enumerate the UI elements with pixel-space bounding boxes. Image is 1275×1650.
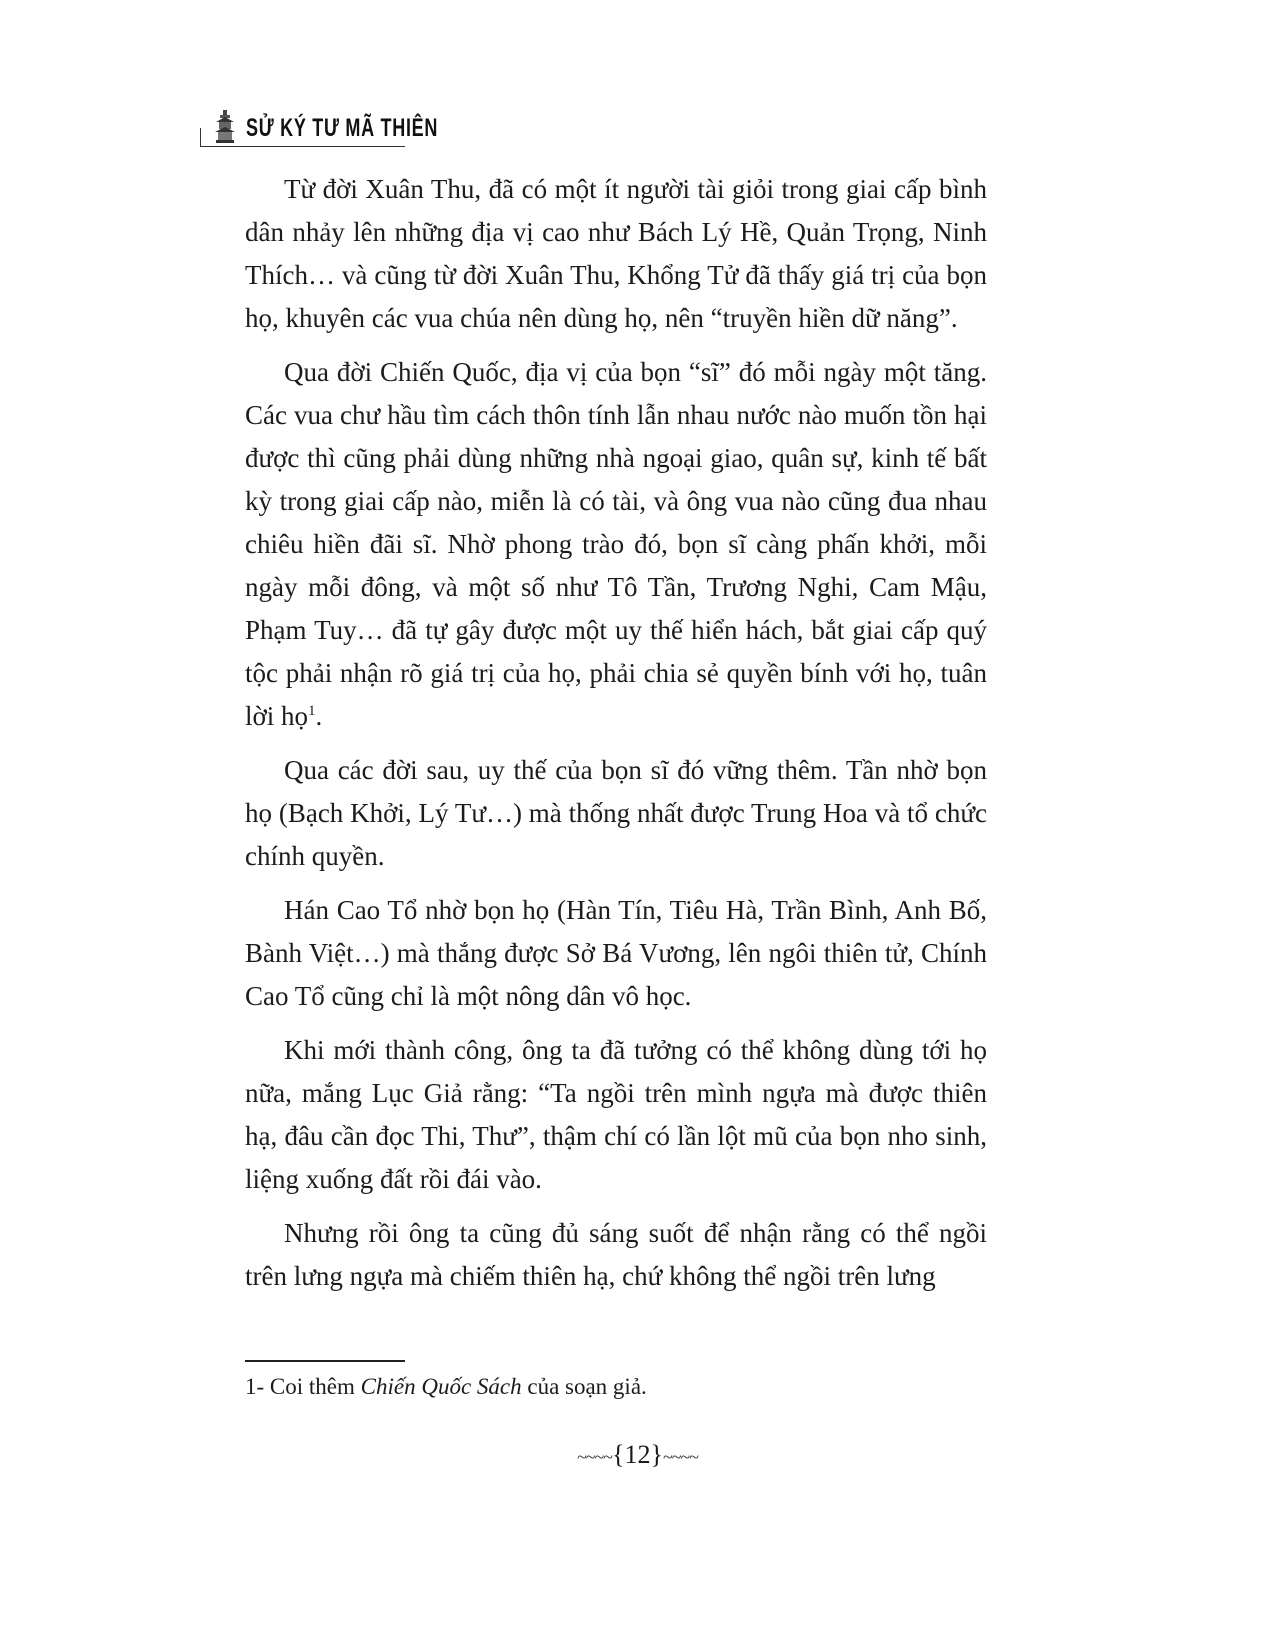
paragraph-5: Khi mới thành công, ông ta đã tưởng có thể không dùng tới họ nữa, mắng Lục Giả rằng: “Ta ngồi trên mình ngựa mà được thiên hạ, đâu cần đọc Thi, Thư”, thậm chí có lần lột mũ của bọn nho sinh, liệng xuống đất rồi đái vào. [245, 1035, 987, 1194]
page-number-left-ornament: ~~~~ [577, 1447, 613, 1467]
page-number-close-brace: } [650, 1440, 663, 1469]
paragraph-4: Hán Cao Tổ nhờ bọn họ (Hàn Tín, Tiêu Hà, Trần Bình, Anh Bố, Bành Việt…) mà thắng được Sở Bá Vương, lên ngôi thiên tử, Chính Cao Tổ cũng chỉ là một nông dân vô học. [245, 895, 987, 1011]
running-header [200, 108, 450, 152]
page-number [0, 1440, 1275, 1470]
paragraph-2-tail: . [315, 701, 323, 731]
body-text [245, 168, 987, 1309]
paragraph-3: Qua các đời sau, uy thế của bọn sĩ đó vững thêm. Tần nhờ bọn họ (Bạch Khởi, Lý Tư…) mà thống nhất được Trung Hoa và tổ chức chính quyền. [245, 755, 987, 871]
footnote-divider [245, 1360, 405, 1362]
page-number-open-brace: { [612, 1440, 625, 1469]
footnote-book-title: Chiến Quốc Sách [360, 1374, 522, 1399]
header-rule [200, 146, 405, 147]
temple-ornament-icon [214, 110, 236, 144]
header-rule-tick [200, 128, 201, 146]
footnote [245, 1372, 647, 1402]
page-number-right-ornament: ~~~~ [662, 1447, 698, 1467]
paragraph-6: Nhưng rồi ông ta cũng đủ sáng suốt để nhận rằng có thể ngồi trên lưng ngựa mà chiếm thiên hạ, chứ không thể ngồi trên lưng [245, 1218, 987, 1291]
footnote-suffix: của soạn giả. [521, 1374, 647, 1399]
page-number-value: 12 [624, 1440, 651, 1469]
paragraph-2 [245, 351, 987, 738]
footnote-reference: 1 [308, 703, 316, 719]
running-header-title: SỬ KÝ TƯ MÃ THIÊN [246, 114, 439, 142]
paragraph-1: Từ đời Xuân Thu, đã có một ít người tài giỏi trong giai cấp bình dân nhảy lên những địa vị cao như Bách Lý Hề, Quản Trọng, Ninh Thích… và cũng từ đời Xuân Thu, Khổng Tử đã thấy giá trị của bọn họ, khuyên các vua chúa nên dùng họ, nên “truyền hiền dữ năng”. [245, 174, 987, 333]
footnote-prefix: 1- Coi thêm [245, 1374, 361, 1399]
paragraph-2-text: Qua đời Chiến Quốc, địa vị của bọn “sĩ” đó mỗi ngày một tăng. Các vua chư hầu tìm cách thôn tính lẫn nhau nước nào muốn tồn hại được thì cũng phải dùng những nhà ngoại giao, quân sự, kinh tế bất kỳ trong giai cấp nào, miễn là có tài, và ông vua nào cũng đua nhau chiêu hiền đãi sĩ. Nhờ phong trào đó, bọn sĩ càng phấn khởi, mỗi ngày mỗi đông, và một số như Tô Tần, Trương Nghi, Cam Mậu, Phạm Tuy… đã tự gây được một uy thế hiển hách, bắt giai cấp quý tộc phải nhận rõ giá trị của họ, phải chia sẻ quyền bính với họ, tuân lời họ [245, 357, 987, 731]
